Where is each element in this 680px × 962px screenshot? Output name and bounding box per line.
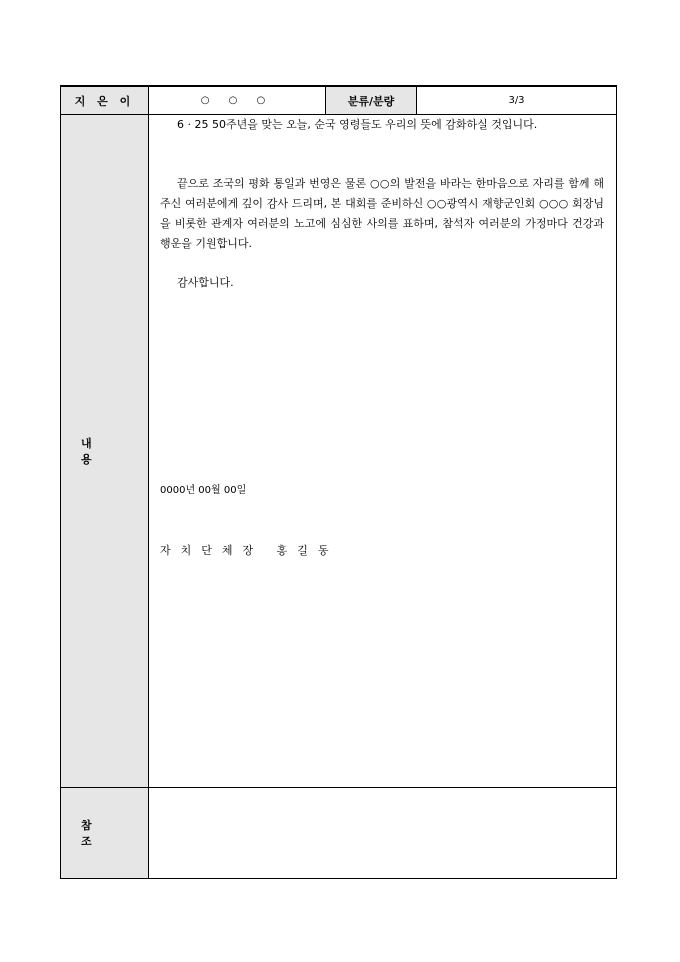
reference-label: 참 조 <box>61 788 149 878</box>
reference-body <box>149 788 616 878</box>
content-label: 내 용 <box>61 115 149 787</box>
content-paragraph-2: 끝으로 조국의 평화 통일과 번영은 물론 ○○의 발전을 바라는 한마음으로 자리를 함께 해주신 여러분에게 깊이 감사 드리며, 본 대회를 준비하신 ○○광역시 재향군인회 ○○○ 회장님을 비롯한 관계자 여러분의 노고에 심심한 사의를 표하며, 참석자 여러분의 가정마다 건강과 행운을 기원합니다. <box>160 177 604 250</box>
speech-form <box>60 85 617 879</box>
author-value: ○ ○ ○ <box>149 87 326 114</box>
reference-row <box>61 788 616 878</box>
content-row <box>61 115 616 788</box>
content-paragraph-3: 감사합니다. <box>177 276 234 289</box>
category-value: 3/3 <box>508 95 525 106</box>
category-label: 분류/분량 <box>326 87 417 114</box>
speech-date: 0000년 00월 00일 <box>160 485 247 496</box>
content-paragraph-1: 6 · 25 50주년을 맞는 오늘, 순국 영령들도 우리의 뜻에 감화하실 것입니다. <box>177 118 538 131</box>
author-label: 지 은 이 <box>61 87 149 114</box>
speaker-signature: 자치단체장 홍길동 <box>160 544 339 557</box>
header-row <box>61 87 616 115</box>
content-body <box>149 115 616 787</box>
